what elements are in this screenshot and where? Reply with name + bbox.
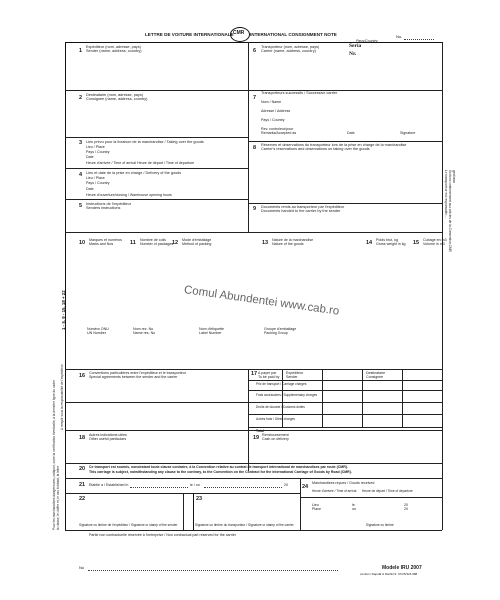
charge-row-other: Autres frais / Other charges xyxy=(256,417,295,421)
col-11-label-fr: Nombre de colis xyxy=(140,238,166,242)
label-number-en: Label Number xyxy=(199,331,222,335)
cmr-logo-text: CMR xyxy=(233,30,245,36)
side-left-text-3: A remplir sous la responsabilité de l'expéditeur xyxy=(60,364,64,430)
box-8-label-en: Carrier's reservations and observations on taking over the goods xyxy=(261,147,370,151)
sender-field[interactable] xyxy=(80,56,240,86)
box-18-label-en: Other useful particulars xyxy=(89,437,127,441)
box-24-place: Place xyxy=(312,507,321,511)
charge-row-total: Total xyxy=(256,429,264,433)
box-23-signature-label: Signature ou timbre du transporteur / Signature or stamp of the carrier xyxy=(195,523,294,527)
box-7-remarks: Remarks/Accepted as xyxy=(261,131,297,135)
packing-group-fr: Groupe d'emballage xyxy=(264,327,297,331)
col-12-label-fr: Mode d'emballage xyxy=(182,238,212,242)
box-4-place: Lieu / Place xyxy=(86,176,105,180)
side-right-text-2: Section conformément aux articles de la Convention CMR xyxy=(448,170,452,252)
box-9-label-fr: Documents remis au transporteur par l'expéditeur xyxy=(261,205,345,209)
box-5-label-en: Senders instructions xyxy=(86,206,121,210)
col-11-number: 11 xyxy=(130,240,136,246)
bottom-no-line xyxy=(88,570,338,571)
box-7-controller: Rev. controleur/pour xyxy=(261,127,294,131)
box-8-number: 8 xyxy=(253,145,257,151)
box-7-address: Adresse / Address xyxy=(261,109,291,113)
box-7-country: Pays / Country xyxy=(261,118,285,122)
box-18-label-fr: Autres indications utiles xyxy=(89,433,127,437)
box-24-number: 24 xyxy=(302,484,309,490)
box-24-le: le xyxy=(352,503,355,507)
col-15-label-en: Volume in m3 xyxy=(423,242,445,246)
box-4-country: Pays / Country xyxy=(86,181,110,185)
box-24-year-a: 20 xyxy=(404,503,408,507)
box-18-number: 18 xyxy=(79,435,86,441)
side-right-text-3: gestionar xyxy=(452,170,456,184)
box-5-number: 5 xyxy=(79,203,83,209)
box-16-label-en: Special agreements between the sender and the carrier xyxy=(89,375,178,379)
box-23-number: 23 xyxy=(196,496,203,502)
box-20-text-fr: Ce transport est soumis, nonobstant toute clause contraire, à la Convention relative au contrat de transport international de marchandises par route (CMR). xyxy=(89,465,348,469)
charge-row-customs: Droits de douane / Customs duties xyxy=(256,405,305,409)
box-7-date: Date xyxy=(347,131,355,135)
col-10-number: 10 xyxy=(79,240,86,246)
form-title-left: LETTRE DE VOITURE INTERNATIONALE xyxy=(145,32,234,37)
col-11-label-en: Number of packages xyxy=(140,242,174,246)
packing-group-en: Packing Group xyxy=(264,331,288,335)
col-14-label-en: Gross weight in kg xyxy=(376,242,406,246)
side-left-text-1: Pour les marchandises dangereuses, indiquer, outre la certification éventuelle, à la dernière ligne du cadre xyxy=(52,380,56,530)
country-label: Pays/Country xyxy=(356,39,378,43)
box-4-date: Date xyxy=(86,187,94,191)
box-6-label-fr: Transporteur (nom, adresse, pays) xyxy=(261,45,320,49)
carrier-reserved-note: Partie non contractuelle réservée à l'entreprise / Non contractual part reserved for the carrier xyxy=(89,533,236,537)
col-12-label-en: Method of packing xyxy=(182,242,212,246)
box-19-label-fr: Remboursement xyxy=(262,433,289,437)
box-22-number: 22 xyxy=(79,496,86,502)
box-3-date: Date xyxy=(86,155,94,159)
box-3-country: Pays / Country xyxy=(86,150,110,154)
registration-note: conform Rapidă & Marfă Nr. 07/25/326 988 xyxy=(360,572,418,576)
name-no-en: Name res. No xyxy=(133,331,156,335)
box-8-label-fr: Réserves et observations du transporteur lors de la prise en charge de la marchandise xyxy=(261,143,407,147)
box-21-year: 20 xyxy=(284,483,288,487)
box-21-date-line xyxy=(204,487,282,488)
side-left-text-2: la classe, le chiffre et, le cas échéant, la lettre xyxy=(56,465,60,530)
box-17-number: 17 xyxy=(251,371,258,377)
box-7-signature: Signature xyxy=(400,131,416,135)
col-15-label-fr: Cubage en m3 xyxy=(423,238,447,242)
box-17-sender-fr: Expéditeur xyxy=(286,371,304,375)
consignee-field[interactable] xyxy=(80,104,240,134)
box-4-title: Lieu et date de la prise en charge / Delivery of the goods xyxy=(86,171,182,175)
box-19-number: 19 xyxy=(253,435,260,441)
box-3-title: Lieu prévu pour la livraison de la marchandise / Taking over the goods xyxy=(86,140,204,144)
box-6-label-en: Carrier (name, address, country) xyxy=(261,49,316,53)
box-24-arrival: Heure d'arrivée / Time of arrival xyxy=(312,489,357,493)
box-21-on: le / on xyxy=(190,483,200,487)
box-1-number: 1 xyxy=(79,48,83,54)
col-14-number: 14 xyxy=(366,240,373,246)
side-right-text-1: Le transporteur est responsable... xyxy=(444,170,448,218)
box-4-number: 4 xyxy=(79,172,83,178)
box-3-number: 3 xyxy=(79,140,83,146)
box-2-label-fr: Destinataire (nom, adresse, pays) xyxy=(86,93,143,97)
number-label: Nr. xyxy=(349,51,357,57)
box-21-established: Etablie a / Established in xyxy=(89,483,129,487)
side-left-fields: 1 - 5, 9 - 15, 18 + 22 xyxy=(61,290,66,330)
bottom-no-label: No xyxy=(79,565,85,570)
box-24-on: on xyxy=(352,507,356,511)
box-2-label-en: Consignee (name, address, country) xyxy=(86,97,148,101)
un-number-en: UN Number xyxy=(87,331,106,335)
box-24-departure: Heure de départ / Time of departure xyxy=(362,489,413,493)
box-6-number: 6 xyxy=(253,48,257,54)
box-20-text-en: This carriage is subject, notwithstanding any clause to the contrary, to the Convention on the Contract for the international Carriage of Goods by Road (CMR). xyxy=(89,470,352,474)
watermark-text: Comul Abundentei www.cab.ro xyxy=(183,284,341,318)
box-4-hours: Heure d'ouverture/closing / Warehouse opening hours xyxy=(86,193,172,197)
box-7-number: 7 xyxy=(253,95,257,101)
col-14-label-fr: Poids brut, kg xyxy=(376,238,398,242)
box-17-paid-by-en: To be paid by xyxy=(258,375,280,379)
col-13-number: 13 xyxy=(262,240,269,246)
name-no-fr: Nom rez. No xyxy=(133,327,154,331)
box-9-number: 9 xyxy=(253,206,257,212)
box-7-title: Transporteurs successifs / Successive carrier xyxy=(261,91,338,95)
goods-entry-area[interactable] xyxy=(70,250,436,322)
col-10-label-en: Marks and Nos xyxy=(89,242,114,246)
box-16-number: 16 xyxy=(79,373,86,379)
series-label: Seria xyxy=(349,43,362,49)
box-24-signature: Signature ou timbre xyxy=(366,523,394,527)
charge-row-carriage: Prix de transport / Carriage charges xyxy=(256,382,307,386)
box-17-consignee-en: Consignee xyxy=(366,375,384,379)
box-24-lieu: Lieu xyxy=(312,503,319,507)
col-10-label-fr: Marques et numéros xyxy=(89,238,122,242)
box-5-label-fr: Instructions de l'expéditeur xyxy=(86,202,132,206)
box-2-number: 2 xyxy=(79,95,83,101)
box-17-consignee-fr: Destinataire xyxy=(366,371,386,375)
box-1-label-en: Sender (name, address, country) xyxy=(86,49,142,53)
box-24-goods-received: Marchandises reçues / Goods received xyxy=(312,481,375,485)
header-no-label: No. xyxy=(396,34,403,39)
charge-row-supplementary: Frais accessoires / Supplementary charges xyxy=(256,393,318,397)
box-24-year-b: 20 xyxy=(404,507,408,511)
col-13-label-fr: Nature de la marchandise xyxy=(272,238,314,242)
box-17-paid-by-fr: A payer par xyxy=(258,371,277,375)
un-number-fr: Numéro ONU xyxy=(87,327,109,331)
box-3-times: Heure d'arrivée / Time of arrival Heure de départ / Time of departure xyxy=(86,161,195,165)
col-15-number: 15 xyxy=(413,240,420,246)
box-7-name: Nom / Name xyxy=(261,100,282,104)
box-9-label-en: Documents handed to the carrier by the sender xyxy=(261,209,341,213)
box-3-place: Lieu / Place xyxy=(86,145,105,149)
box-22-signature-label: Signature ou timbre de l'expéditeur / Signature or stamp of the sender xyxy=(79,523,178,527)
header-no-line xyxy=(404,39,434,40)
iru-model: Modele IRU 2007 xyxy=(382,565,422,571)
box-16-label-fr: Conventions particulières entre l'expéditeur et le transporteur xyxy=(89,371,186,375)
col-12-number: 12 xyxy=(172,240,179,246)
label-number-fr: Nom d'étiquette xyxy=(199,327,225,331)
form-title-right: INTERNATIONAL CONSIGNMENT NOTE xyxy=(250,32,337,37)
box-21-number: 21 xyxy=(79,482,86,488)
box-19-label-en: Cash on delivery xyxy=(262,437,289,441)
box-20-number: 20 xyxy=(79,466,86,472)
box-17-sender-en: Sender xyxy=(286,375,298,379)
box-1-label-fr: Expéditeur (nom, adresse, pays) xyxy=(86,45,141,49)
box-21-place-line xyxy=(130,487,188,488)
col-13-label-en: Nature of the goods xyxy=(272,242,304,246)
